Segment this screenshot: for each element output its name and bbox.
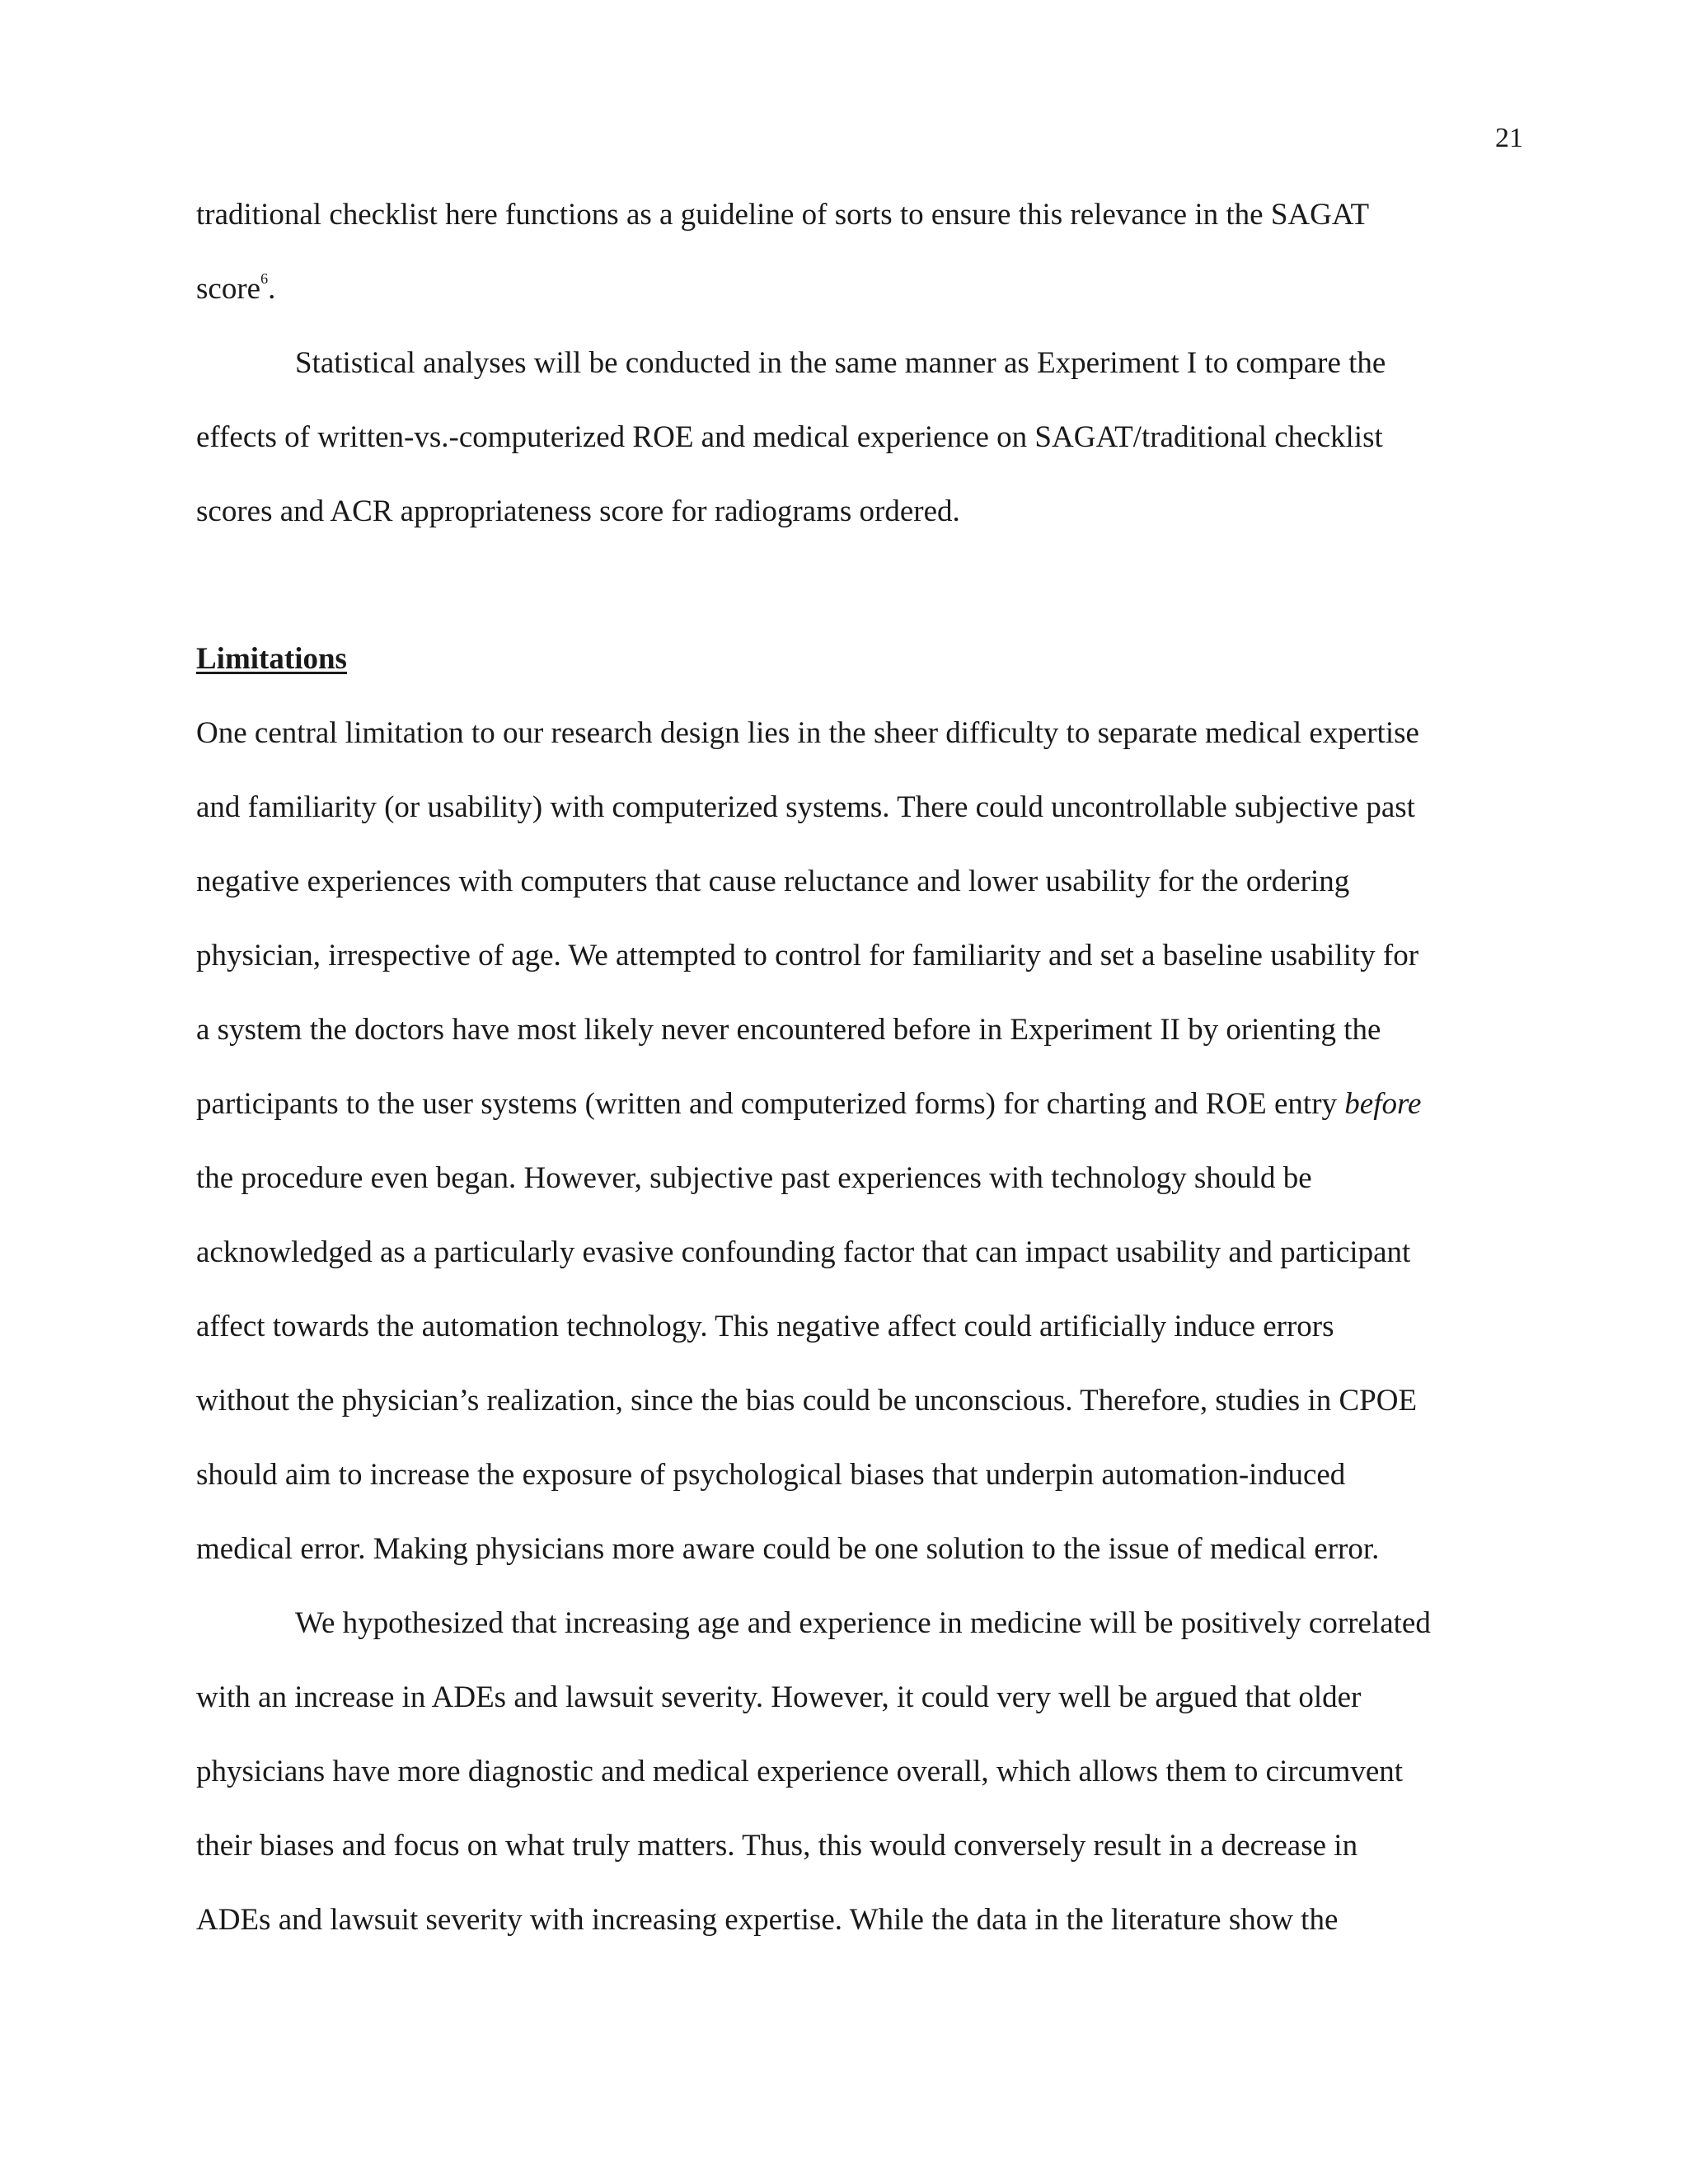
- text-line: effects of written-vs.-computerized ROE and medical experience on SAGAT/traditional checklist: [196, 420, 1383, 454]
- text-line: affect towards the automation technology. This negative affect could artificially induce errors: [196, 1310, 1334, 1343]
- paragraph-first-line: We hypothesized that increasing age and experience in medicine will be positively correlated: [295, 1606, 1431, 1640]
- text-line: negative experiences with computers that cause reluctance and lower usability for the ordering: [196, 865, 1350, 898]
- text-line: a system the doctors have most likely never encountered before in Experiment II by orienting the: [196, 1013, 1381, 1047]
- text-line: their biases and focus on what truly matters. Thus, this would conversely result in a decrease in: [196, 1829, 1358, 1863]
- text-line: scores and ACR appropriateness score for radiograms ordered.: [196, 494, 960, 528]
- text-line: the procedure even began. However, subjective past experiences with technology should be: [196, 1161, 1312, 1195]
- sentence-period: .: [268, 272, 276, 306]
- page-number: 21: [1495, 123, 1523, 153]
- footnote-reference: 6: [260, 270, 269, 287]
- section-heading: Limitations: [196, 642, 347, 676]
- text-line: physician, irrespective of age. We attempted to control for familiarity and set a baseline usability for: [196, 939, 1419, 972]
- text-line: medical error. Making physicians more aware could be one solution to the issue of medical error.: [196, 1532, 1380, 1566]
- paragraph-first-line: Statistical analyses will be conducted in the same manner as Experiment I to compare the: [295, 346, 1386, 380]
- italic-emphasis: before: [1344, 1087, 1422, 1121]
- score-word: score: [196, 272, 261, 306]
- text-line: physicians have more diagnostic and medical experience overall, which allows them to circumvent: [196, 1755, 1404, 1788]
- text-line: ADEs and lawsuit severity with increasing expertise. While the data in the literature show the: [196, 1903, 1339, 1937]
- text-fragment: participants to the user systems (written and computerized forms) for charting and ROE entry: [196, 1087, 1345, 1121]
- text-line: acknowledged as a particularly evasive confounding factor that can impact usability and participant: [196, 1235, 1411, 1269]
- body-text-top: [196, 178, 1490, 549]
- text-line: [196, 1067, 1490, 1141]
- text-line: and familiarity (or usability) with computerized systems. There could uncontrollable subjective past: [196, 790, 1415, 824]
- text-line: without the physician’s realization, since the bias could be unconscious. Therefore, studies in CPOE: [196, 1384, 1418, 1418]
- text-line: [196, 252, 1490, 326]
- limitations-section: [196, 622, 1490, 1957]
- text-line: traditional checklist here functions as a guideline of sorts to ensure this relevance in the SAGAT: [196, 198, 1370, 232]
- text-line: with an increase in ADEs and lawsuit severity. However, it could very well be argued that older: [196, 1680, 1362, 1714]
- text-line: should aim to increase the exposure of psychological biases that underpin automation-induced: [196, 1458, 1346, 1492]
- text-line: One central limitation to our research design lies in the sheer difficulty to separate medical expertise: [196, 716, 1419, 750]
